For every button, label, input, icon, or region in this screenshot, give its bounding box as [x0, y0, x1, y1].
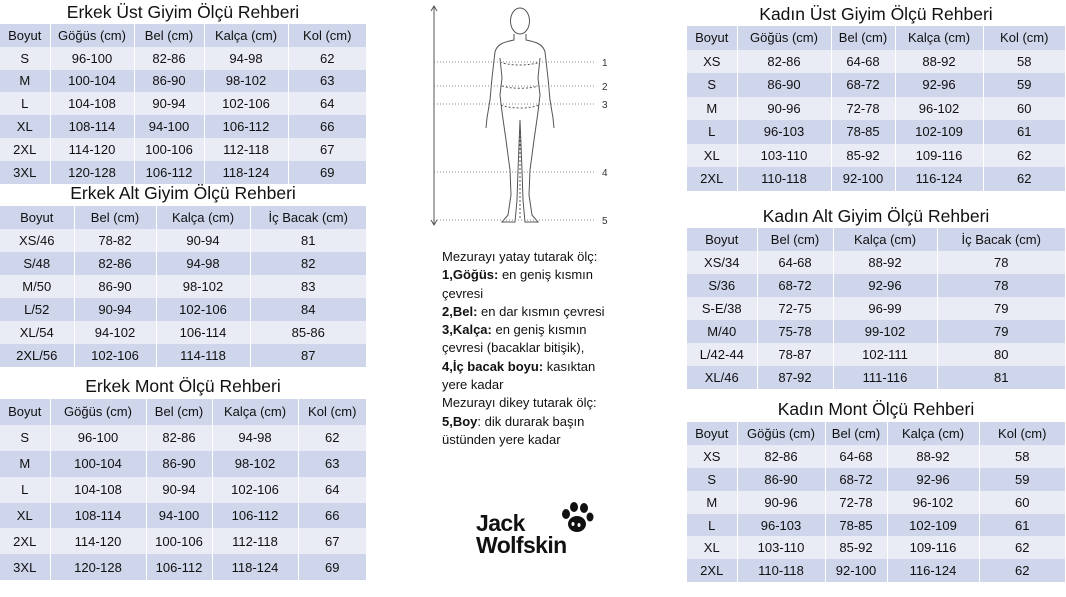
column-header: Bel (cm)	[757, 228, 833, 251]
measurement-instructions	[442, 248, 622, 449]
table-row	[0, 425, 366, 451]
table-cell: 78-87	[757, 343, 833, 366]
men-coat-chart-title: Erkek Mont Ölçü Rehberi	[85, 376, 281, 396]
table-cell: 106-112	[212, 503, 298, 529]
table-cell: M	[687, 97, 737, 121]
table-cell: L	[687, 120, 737, 144]
table-cell: M	[687, 491, 737, 514]
women-bottom-chart-title: Kadın Alt Giyim Ölçü Rehberi	[762, 206, 990, 226]
table-cell: 96-102	[895, 97, 983, 121]
table-cell: 104-108	[50, 477, 146, 503]
women-bottom-size-chart	[687, 204, 1065, 389]
table-cell: 102-106	[212, 477, 298, 503]
table-cell: S/48	[0, 252, 74, 275]
table-cell: 94-100	[146, 503, 212, 529]
table-cell: 92-100	[831, 167, 895, 191]
column-header: Boyut	[0, 206, 74, 229]
table-header-row	[687, 26, 1065, 50]
table-cell: 69	[298, 554, 366, 580]
column-header: Boyut	[687, 26, 737, 50]
table-cell: 59	[983, 73, 1065, 97]
table-cell: M	[0, 70, 50, 93]
column-header: Göğüs (cm)	[737, 26, 831, 50]
table-cell: 3XL	[0, 554, 50, 580]
table-row	[687, 50, 1065, 74]
table-cell: 94-98	[204, 47, 288, 70]
table-cell: 79	[937, 297, 1065, 320]
table-row	[687, 320, 1065, 343]
table-cell: 68-72	[757, 274, 833, 297]
table-row	[687, 514, 1065, 537]
table-cell: XS	[687, 50, 737, 74]
table-cell: 86-90	[134, 70, 204, 93]
column-header: Bel (cm)	[825, 422, 887, 445]
table-cell: 90-94	[134, 92, 204, 115]
table-cell: 80	[937, 343, 1065, 366]
table-cell: 106-112	[204, 115, 288, 138]
instruction-height: 5,Boy: dik durarak başın üstünden yere kadar	[442, 413, 585, 447]
marker-3: 3	[602, 100, 608, 111]
table-cell: 2XL	[687, 167, 737, 191]
hip-line	[501, 105, 539, 108]
table-cell: 90-96	[737, 491, 825, 514]
table-row	[687, 366, 1065, 389]
table-cell: 85-92	[825, 536, 887, 559]
table-row	[687, 536, 1065, 559]
table-row	[0, 321, 366, 344]
table-cell: 116-124	[895, 167, 983, 191]
table-cell: 62	[983, 167, 1065, 191]
table-cell: 64	[288, 92, 366, 115]
marker-5: 5	[602, 216, 608, 227]
table-cell: 82-86	[134, 47, 204, 70]
table-cell: 62	[979, 559, 1065, 582]
table-cell: 78-85	[825, 514, 887, 537]
table-cell: 78-82	[74, 229, 156, 252]
table-row	[0, 477, 366, 503]
table-cell: 81	[250, 229, 366, 252]
women-coat-chart-title: Kadın Mont Ölçü Rehberi	[777, 399, 975, 419]
table-row	[687, 468, 1065, 491]
table-row	[0, 70, 366, 93]
table-cell: 72-75	[757, 297, 833, 320]
figure-head	[511, 8, 530, 34]
table-row	[0, 344, 366, 367]
jack-wolfskin-logo	[470, 498, 610, 562]
table-cell: 59	[979, 468, 1065, 491]
table-cell: 66	[298, 503, 366, 529]
table-cell: 98-102	[212, 451, 298, 477]
table-cell: 94-102	[74, 321, 156, 344]
men-bottom-chart-title: Erkek Alt Giyim Ölçü Rehberi	[70, 183, 296, 203]
table-cell: 2XL	[687, 559, 737, 582]
column-header: İç Bacak (cm)	[250, 206, 366, 229]
table-cell: 75-78	[757, 320, 833, 343]
table-cell: 96-102	[887, 491, 979, 514]
column-header: Göğüs (cm)	[50, 399, 146, 425]
table-cell: 100-104	[50, 70, 134, 93]
table-cell: L	[0, 92, 50, 115]
instruction-chest: 1,Göğüs: en geniş kısmın çevresi	[442, 267, 593, 301]
table-cell: 62	[298, 425, 366, 451]
table-row	[687, 491, 1065, 514]
table-row	[687, 73, 1065, 97]
table-cell: XL/46	[687, 366, 757, 389]
table-cell: XS/34	[687, 251, 757, 274]
table-cell: 64-68	[831, 50, 895, 74]
column-header: Kalça (cm)	[212, 399, 298, 425]
women-bottom-table	[687, 228, 1065, 389]
column-header: Bel (cm)	[146, 399, 212, 425]
table-row	[0, 92, 366, 115]
column-header: Kalça (cm)	[156, 206, 250, 229]
table-cell: 64-68	[757, 251, 833, 274]
table-cell: 112-118	[204, 138, 288, 161]
women-top-table	[687, 26, 1065, 191]
table-cell: 67	[288, 138, 366, 161]
table-cell: 104-108	[50, 92, 134, 115]
table-cell: 90-94	[74, 298, 156, 321]
table-cell: 2XL	[0, 138, 50, 161]
marker-1: 1	[602, 58, 608, 69]
table-cell: 114-118	[156, 344, 250, 367]
table-cell: 106-114	[156, 321, 250, 344]
table-cell: 90-94	[146, 477, 212, 503]
table-cell: 96-100	[50, 47, 134, 70]
table-cell: 118-124	[204, 161, 288, 184]
table-cell: 94-98	[156, 252, 250, 275]
table-cell: 68-72	[825, 468, 887, 491]
table-cell: 114-120	[50, 138, 134, 161]
table-cell: M/50	[0, 275, 74, 298]
table-header-row	[0, 206, 366, 229]
table-cell: 81	[937, 366, 1065, 389]
table-cell: 106-112	[146, 554, 212, 580]
table-cell: 92-100	[825, 559, 887, 582]
table-cell: XL	[0, 115, 50, 138]
table-cell: 90-94	[156, 229, 250, 252]
table-cell: 96-103	[737, 514, 825, 537]
table-cell: XL	[687, 144, 737, 168]
table-header-row	[0, 24, 366, 47]
table-row	[0, 115, 366, 138]
table-row	[687, 167, 1065, 191]
table-cell: 82	[250, 252, 366, 275]
table-cell: 86-90	[737, 468, 825, 491]
column-header: Kol (cm)	[298, 399, 366, 425]
table-cell: 67	[298, 528, 366, 554]
table-cell: 110-118	[737, 167, 831, 191]
table-row	[0, 138, 366, 161]
table-cell: 88-92	[887, 445, 979, 468]
instruction-waist: 2,Bel: en dar kısmın çevresi	[442, 303, 605, 319]
table-cell: 102-106	[74, 344, 156, 367]
table-cell: 96-100	[50, 425, 146, 451]
table-cell: XS	[687, 445, 737, 468]
table-cell: 109-116	[895, 144, 983, 168]
table-row	[0, 554, 366, 580]
table-row	[0, 252, 366, 275]
table-cell: 88-92	[895, 50, 983, 74]
men-top-size-chart	[0, 0, 366, 184]
table-cell: 82-86	[737, 50, 831, 74]
table-cell: 100-106	[146, 528, 212, 554]
logo-line-1: Jack	[476, 510, 525, 536]
table-row	[687, 297, 1065, 320]
table-cell: 2XL	[0, 528, 50, 554]
column-header: Bel (cm)	[134, 24, 204, 47]
table-cell: S	[0, 47, 50, 70]
table-row	[687, 120, 1065, 144]
table-cell: 62	[983, 144, 1065, 168]
table-cell: 94-100	[134, 115, 204, 138]
table-cell: L/42-44	[687, 343, 757, 366]
table-cell: 108-114	[50, 115, 134, 138]
table-cell: 118-124	[212, 554, 298, 580]
column-header: İç Bacak (cm)	[937, 228, 1065, 251]
column-header: Boyut	[0, 399, 50, 425]
column-header: Kalça (cm)	[204, 24, 288, 47]
table-cell: 99-102	[833, 320, 937, 343]
column-header: Göğüs (cm)	[50, 24, 134, 47]
column-header: Kalça (cm)	[833, 228, 937, 251]
body-measurement-figure	[420, 0, 620, 235]
men-top-chart-title: Erkek Üst Giyim Ölçü Rehberi	[66, 2, 300, 22]
table-cell: 83	[250, 275, 366, 298]
women-coat-size-chart	[687, 396, 1065, 582]
table-row	[687, 97, 1065, 121]
instruction-inseam: 4,İç bacak boyu: kasıktan yere kadar	[442, 358, 596, 393]
table-header-row	[687, 228, 1065, 251]
table-cell: 58	[983, 50, 1065, 74]
table-cell: 102-106	[204, 92, 288, 115]
table-cell: S-E/38	[687, 297, 757, 320]
table-cell: 98-102	[204, 70, 288, 93]
men-bottom-table	[0, 206, 366, 367]
table-cell: 61	[983, 120, 1065, 144]
paw-icon	[558, 500, 596, 536]
table-cell: 114-120	[50, 528, 146, 554]
table-cell: 2XL/56	[0, 344, 74, 367]
column-header: Göğüs (cm)	[737, 422, 825, 445]
table-cell: 3XL	[0, 161, 50, 184]
table-cell: 84	[250, 298, 366, 321]
table-cell: 72-78	[825, 491, 887, 514]
table-header-row	[0, 399, 366, 425]
table-cell: 62	[979, 536, 1065, 559]
table-cell: 63	[298, 451, 366, 477]
table-cell: 116-124	[887, 559, 979, 582]
table-cell: 85-92	[831, 144, 895, 168]
column-header: Bel (cm)	[831, 26, 895, 50]
horizontal-intro: Mezurayı yatay tutarak ölç:	[442, 249, 598, 264]
table-cell: XL/54	[0, 321, 74, 344]
column-header: Kalça (cm)	[895, 26, 983, 50]
table-cell: 63	[288, 70, 366, 93]
table-row	[0, 47, 366, 70]
column-header: Kalça (cm)	[887, 422, 979, 445]
table-cell: 102-106	[156, 298, 250, 321]
table-header-row	[687, 422, 1065, 445]
table-cell: 60	[979, 491, 1065, 514]
column-header: Bel (cm)	[74, 206, 156, 229]
table-row	[0, 528, 366, 554]
table-row	[687, 445, 1065, 468]
column-header: Kol (cm)	[979, 422, 1065, 445]
table-cell: 86-90	[737, 73, 831, 97]
column-header: Boyut	[687, 422, 737, 445]
table-cell: 61	[979, 514, 1065, 537]
table-row	[0, 275, 366, 298]
table-row	[0, 451, 366, 477]
men-coat-size-chart	[0, 373, 366, 580]
table-cell: 110-118	[737, 559, 825, 582]
table-cell: 60	[983, 97, 1065, 121]
table-cell: 96-103	[737, 120, 831, 144]
table-cell: 68-72	[831, 73, 895, 97]
table-cell: 100-106	[134, 138, 204, 161]
table-cell: S/36	[687, 274, 757, 297]
table-cell: S	[0, 425, 50, 451]
table-cell: 86-90	[146, 451, 212, 477]
table-cell: 86-90	[74, 275, 156, 298]
table-cell: M	[0, 451, 50, 477]
table-cell: 85-86	[250, 321, 366, 344]
table-cell: 108-114	[50, 503, 146, 529]
table-cell: 96-99	[833, 297, 937, 320]
table-cell: 103-110	[737, 536, 825, 559]
table-row	[687, 251, 1065, 274]
table-cell: 106-112	[134, 161, 204, 184]
table-cell: 82-86	[737, 445, 825, 468]
table-cell: 87	[250, 344, 366, 367]
table-cell: 58	[979, 445, 1065, 468]
table-cell: 64-68	[825, 445, 887, 468]
men-coat-table	[0, 399, 366, 580]
table-cell: 102-111	[833, 343, 937, 366]
table-cell: M/40	[687, 320, 757, 343]
table-row	[0, 229, 366, 252]
table-cell: XS/46	[0, 229, 74, 252]
table-cell: XL	[0, 503, 50, 529]
table-cell: 102-109	[895, 120, 983, 144]
table-cell: 120-128	[50, 161, 134, 184]
column-header: Kol (cm)	[983, 26, 1065, 50]
table-cell: 100-104	[50, 451, 146, 477]
table-cell: 92-96	[895, 73, 983, 97]
table-cell: 109-116	[887, 536, 979, 559]
table-cell: 64	[298, 477, 366, 503]
women-top-size-chart	[687, 2, 1065, 191]
table-cell: 103-110	[737, 144, 831, 168]
table-cell: 102-109	[887, 514, 979, 537]
table-cell: S	[687, 73, 737, 97]
table-row	[687, 559, 1065, 582]
column-header: Kol (cm)	[288, 24, 366, 47]
table-cell: 90-96	[737, 97, 831, 121]
men-top-table	[0, 24, 366, 184]
table-cell: 88-92	[833, 251, 937, 274]
column-header: Boyut	[687, 228, 757, 251]
table-cell: 98-102	[156, 275, 250, 298]
table-row	[0, 298, 366, 321]
table-cell: L/52	[0, 298, 74, 321]
table-cell: 62	[288, 47, 366, 70]
table-cell: 72-78	[831, 97, 895, 121]
table-row	[687, 274, 1065, 297]
table-cell: 82-86	[146, 425, 212, 451]
table-cell: 92-96	[833, 274, 937, 297]
table-cell: 78-85	[831, 120, 895, 144]
marker-2: 2	[602, 82, 608, 93]
table-cell: 87-92	[757, 366, 833, 389]
table-cell: 94-98	[212, 425, 298, 451]
table-cell: 111-116	[833, 366, 937, 389]
logo-line-2: Wolfskin	[476, 532, 567, 558]
table-cell: 78	[937, 274, 1065, 297]
instruction-hip: 3,Kalça: en geniş kısmın çevresi (bacaklar bitişik),	[442, 322, 587, 356]
marker-4: 4	[602, 168, 608, 179]
table-cell: S	[687, 468, 737, 491]
table-row	[687, 343, 1065, 366]
table-cell: 66	[288, 115, 366, 138]
table-cell: 69	[288, 161, 366, 184]
table-cell: XL	[687, 536, 737, 559]
table-cell: L	[0, 477, 50, 503]
women-coat-table	[687, 422, 1065, 582]
waist-line	[502, 86, 538, 88]
table-row	[687, 144, 1065, 168]
table-cell: 79	[937, 320, 1065, 343]
table-cell: 78	[937, 251, 1065, 274]
vertical-intro: Mezurayı dikey tutarak ölç:	[442, 395, 597, 411]
men-bottom-size-chart	[0, 181, 366, 367]
column-header: Boyut	[0, 24, 50, 47]
table-cell: 120-128	[50, 554, 146, 580]
table-cell: L	[687, 514, 737, 537]
table-cell: 92-96	[887, 468, 979, 491]
women-top-chart-title: Kadın Üst Giyim Ölçü Rehberi	[759, 4, 993, 24]
table-cell: 82-86	[74, 252, 156, 275]
table-cell: 112-118	[212, 528, 298, 554]
table-row	[0, 503, 366, 529]
